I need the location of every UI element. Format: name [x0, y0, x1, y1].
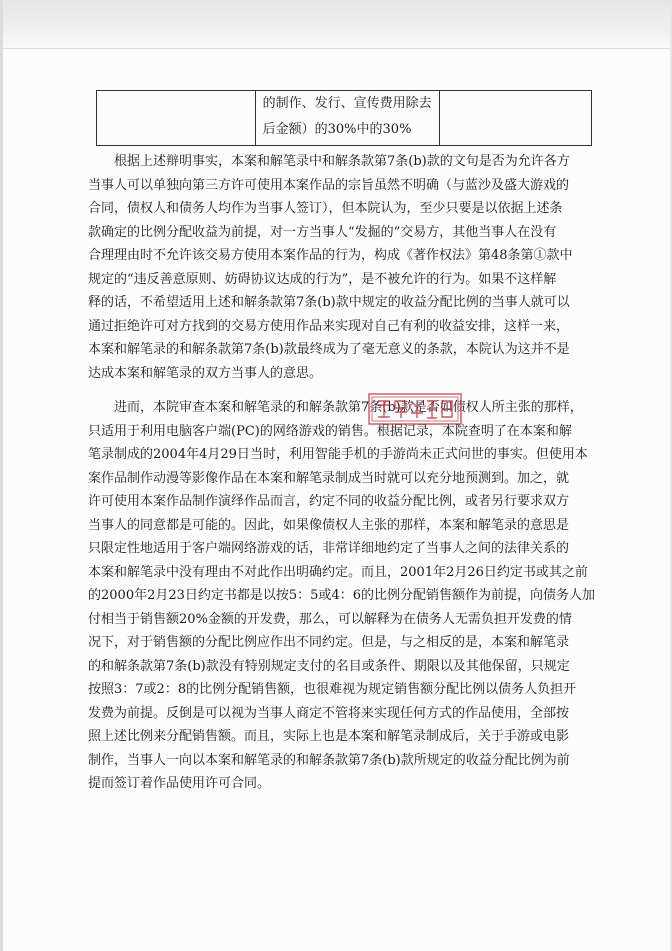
text-line: 发费为前提。反倒是可以视为当事人商定不管将来实现任何方式的作品使用，全部按 [88, 705, 570, 721]
text-line: 达成本案和解笔录的双方当事人的意思。 [88, 365, 323, 381]
scan-left-edge [0, 0, 3, 951]
text-line: 许可使用本案作品制作演绎作品而言，约定不同的收益分配比例，或者另行要求双方 [88, 494, 570, 509]
text-line: 合理理由时不允许该交易方使用本案作品的行为，构成《著作权法》第48条第①款中 [88, 248, 573, 263]
text-line: 照上述比例来分配销售额。而且，实际上也是本案和解笔录制成后，关于手游或电影 [88, 729, 570, 744]
seal-glyph [411, 401, 423, 418]
text-line: 进而，本院审查本案和解笔录的和解条款第7条(b)款是否如债权人所主张的那样， [114, 400, 583, 415]
body-text [88, 150, 598, 807]
text-line: 根据上述辩明事实，本案和解笔录中和解条款第7条(b)款的文句是否为允许各方 [114, 154, 570, 169]
text-line: 付相当于销售额20%金额的开发费，那么，可以解释为在债务人无需负担开发费的情 [88, 611, 572, 627]
text-line: 只适用于利用电脑客户端(PC)的网络游戏的销售。根据记录，本院查明了在本案和解 [88, 423, 572, 439]
seal-glyph [442, 401, 452, 417]
table-cell-empty-right [440, 91, 592, 146]
text-line: 当事人的同意都是可能的。因此，如果像债权人主张的那样，本案和解笔录的意思是 [88, 517, 570, 533]
text-line: 只限定性地适用于客户端网络游戏的话，非常详细地约定了当事人之间的法律关系的 [88, 541, 570, 556]
text-line: 笔录制成的2004年4月29日当时，利用智能手机的手游尚未正式问世的事实。但使用本 [88, 447, 588, 462]
table-cell-line: 后金额）的30%中的30% [262, 122, 412, 137]
text-line: 提而签订着作品使用许可合同。 [88, 776, 271, 791]
text-line: 合同，债权人和债务人均作为当事人签订），但本院认为，至少只要是以依据上述条 [88, 201, 563, 216]
text-line: 制作，当事人一向以本案和解笔录的和解条款第7条(b)款所规定的收益分配比例为前 [88, 752, 570, 768]
table-fragment [96, 90, 592, 146]
paragraph-1 [88, 150, 598, 385]
text-line: 款确定的比例分配收益为前提，对一方当事人“发掘的”交易方，其他当事人在没有 [88, 224, 557, 240]
seal-glyph [427, 401, 437, 418]
paragraph-2 [88, 396, 598, 796]
text-line: 通过拒绝许可对方找到的交易方使用作品来实现对自己有利的收益安排，这样一来， [88, 318, 570, 334]
text-line: 按照3：7或2：8的比例分配销售额，也很难视为规定销售额分配比例以债务人负担开 [88, 682, 577, 697]
table-cell-ratio [255, 91, 440, 146]
seal-glyph [378, 401, 390, 417]
text-line: 规定的“违反善意原则、妨碍协议达成的行为”，是不被允许的行为。如果不这样解 [88, 271, 557, 287]
text-line: 况下，对于销售额的分配比例应作出不同约定。但是，与之相反的是，本案和解笔录 [88, 635, 570, 650]
text-line: 案作品制作动漫等影像作品在本案和解笔录制成当时就可以充分地预测到。加之，就 [88, 470, 570, 486]
text-line: 的和解条款第7条(b)款没有特别规定支付的名目或条件、期限以及其他保留，只规定 [88, 658, 570, 674]
court-seal-icon [367, 392, 463, 426]
scan-top-fold [0, 0, 672, 49]
table-cell-line: 的制作、发行、宣传费用除去 [262, 96, 432, 111]
text-line: 释的话，不希望适用上述和解条款第7条(b)款中规定的收益分配比例的当事人就可以 [88, 295, 570, 310]
text-line: 本案和解笔录的和解条款第7条(b)款最终成为了毫无意义的条款，本院认为这并不是 [88, 342, 570, 357]
text-line: 本案和解笔录中没有理由不对此作出明确约定。而且，2001年2月26日约定书或其之前 [88, 564, 588, 580]
text-line: 当事人可以单独向第三方许可使用本案作品的宗旨虽然不明确（与蓝沙及盛大游戏的 [88, 177, 570, 193]
table-cell-empty-left [97, 91, 256, 146]
text-line: 的2000年2月23日约定书都是以按5：5或4：6的比例分配销售额作为前提，向债务人加 [88, 588, 595, 603]
seal-glyph [395, 401, 407, 418]
